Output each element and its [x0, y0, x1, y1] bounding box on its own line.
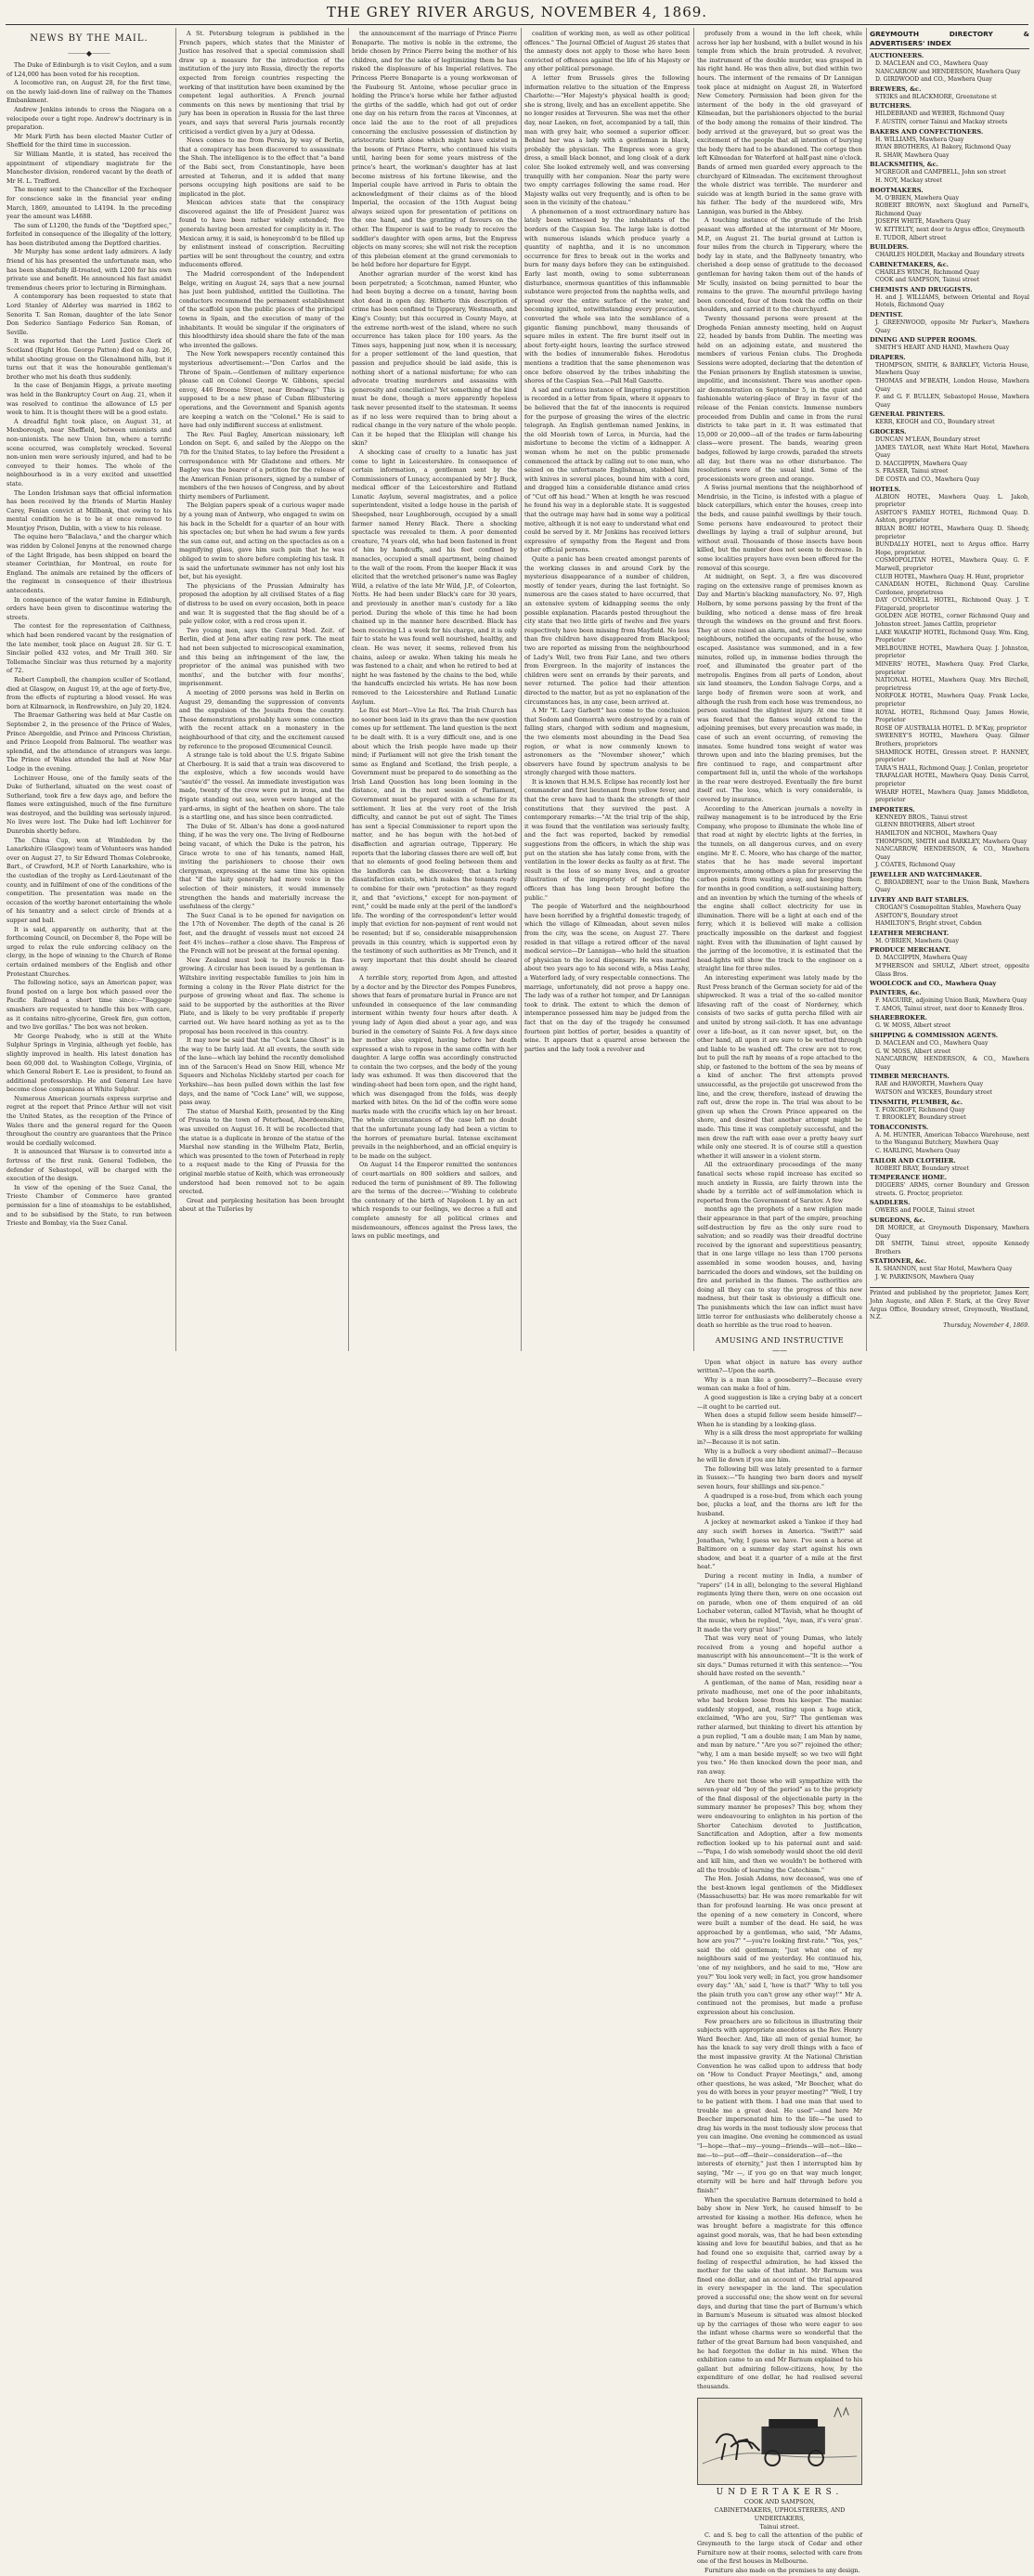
- article-paragraph: An interesting experiment was lately made by the Rust Press branch of the German society for aid of the shipwrecked. It was a trial of the so-called monitor lifesaving raft of the coast of Norderney, which consists of two sacks of gutta percha filled with air and united by strong sail-cloth. It has one advantage over a life-boat, as it can never upset, but, on the other hand, all upon it are sure to be wetted through and liable to be washed off. The crew are not to row, but to pull the raft by means of a rope attached to the ship, or fastened to the bottom of the sea by means of a kind of anchor. The first attempts proved unsuccessful, as the projectile got unscrewed from the line, and the crew, therefore, instead of drawing the raft out, drew the rope in. The trial was about to be given up when the Crown Prince appeared on the shore, and desired that another attempt might be made. This time it was completely successful, and the men drew the raft with ease over a pretty heavy surf while only one steered. It is of course still a question whether it will answer in a violent storm.: [697, 973, 862, 1160]
- directory-entry: OWERS and POOLE, Tainui street: [875, 1207, 975, 1215]
- directory-entry: D. MACGIPPIN, Mawhera Quay: [875, 460, 968, 467]
- directory-category: DENTIST.: [870, 311, 903, 319]
- directory-entry: D. MACGIPPIN, Mawhera Quay: [875, 955, 968, 962]
- article-paragraph: The people of Waterford and the neighbourhood have been horrified by a frightful domestic tragedy, of which the village of Kilmeadan, about seven miles from the city, was the scene, on August 27. There resided in that village a retired officer of the naval medical service—Dr Lannigan—who held the situation of physician to the local dispensary. He was married about two years ago to his second wife, a Miss Leahy, a Waterford lady, of very respectable connections. The marriage, unfortunately, did not prove a happy one. The lady was of a rather hot temper, and Dr Lannigan took to drink. The extent to which the demon of intemperance possessed him may be judged from the fact that on the day of the tragedy he consumed fourteen pint bottles of porter, besides a quantity of wine. It appears that a quarrel arose between the parties and the lady took a revolver and: [524, 903, 690, 1053]
- article-paragraph: A dreadful fight took place, on August 31, at Mexborough, near Sheffield, between unionists and non-unionists. The new Union Inn, where a terrific scene occurred, was completely wrecked. Several non-union men were seriously injured, and had to be conveyed to their homes. The whole of the neighbourhood is in a very excited and unsettled state.: [6, 417, 172, 488]
- directory-category: PRODUCE MERCHANT.: [870, 946, 950, 955]
- article-paragraph: Why is a silk dress the most appropriate for walking in?—Because it is not satin.: [697, 1429, 862, 1447]
- directory-entry: F. and G. F. BULLEN, Sebastopol House, Mawhera Quay: [875, 394, 1029, 409]
- directory-entry: DAY O'CONNELL HOTEL, Richmond Quay. J. T. Fitzgerald, proprietor: [875, 597, 1029, 612]
- article-paragraph: A good suggestion is like a crying baby at a concert—it ought to be carried out.: [697, 1394, 862, 1411]
- directory-entry: NANCARROW, HENDERSON, & CO., Mawhera Quay: [875, 1056, 1029, 1071]
- directory-entry: HILDEBRAND and WEBER, Richmond Quay: [875, 111, 1005, 118]
- column-4: [524, 30, 690, 1348]
- directory-entry: THOMAS and M'BEATH, London House, Mawhera Quay: [875, 378, 1029, 393]
- directory-category: CABINETMAKERS, &c.: [870, 260, 950, 268]
- article-paragraph: Numerous American journals express surprise and regret at the report that Prince Arthur will not visit the United States, as the reception of the Prince of Wales there and the general regard for the Queen throughout the country are guarantees that the Prince would be cordially welcomed.: [6, 1094, 172, 1147]
- article-paragraph: profusely from a wound in the left cheek, while across her lap her husband, with a bullet wound in his temple from which the brain protruded. A revolver, the instrument of the double murder, was grasped in his right hand. He was then alive, but died within two hours. The interment of the remains of Dr Lannigan took place at midnight on August 28, in Waterford New Cemetery. Permission had been given for the interment of the body in the old graveyard of Kilmeadan, but the parishioners objected to the burial of the body among the remains of their kindred. The body arrived at the graveyard, but so great was the excitement of the people that all intention of burying the body there had to be abandoned. The cortege then left Kilmeadan for Waterford at half-past nine o'clock. Bands of armed men guarded every approach to the churchyard of Kilmeadan. The excitement throughout the whole district was terrible. The murderer and suicide was at length buried in the same grave with his father. The body of the murdered wife, Mrs Lannigan, was buried in the Abbey.: [697, 30, 862, 215]
- article-paragraph: Upon what object in nature has every author written?—Upon the earth.: [697, 1358, 862, 1375]
- directory-category: STATIONER, &c.: [870, 1257, 927, 1266]
- article-paragraph: The China Cup, won at Wimbledon by the Lanarkshire (Glasgow) team of Volunteers was handed over on August 27, to Sir Edward Thomas Colebrooke, Bart., of Crawford, M.P. of North Lanarkshire, who is the custodian of the trophy as Lord-Lieutenant of the county, and in fulfilment of one of the conditions of the competition. The presentation was made on the occasion of the worthy baronet entertaining the whole of his tenantry and a select circle of friends at a supper and ball.: [6, 836, 172, 924]
- directory-entry: D. MACLEAN and CO., Mawhera Quay: [875, 1040, 989, 1047]
- directory-entry: ASHTON'S FAMILY HOTEL, Richmond Quay. D. Ashton, proprietor: [875, 509, 1029, 525]
- directory-entry: THOMPSON, SMITH and BARKLEY, Mawhera Quay: [875, 838, 1028, 845]
- article-paragraph: The contest for the representation of Caithness, which had been rendered vacant by the resignation of the late member, took place on August 28. Sir G. T. Sinclair polled 432 votes, and Mr Traill 360. Sir Tollemache Sinclair was thus returned by a majority of 72.: [6, 622, 172, 675]
- directory-category: TIMBER MERCHANTS.: [870, 1073, 950, 1081]
- undertaker-title: UNDERTAKERS.: [716, 2487, 844, 2497]
- directory-category: LEATHER MERCHANT.: [870, 929, 950, 937]
- article-paragraph: Few preachers are so felicitous in illustrating their subjects with appropriate anecdotes as the Rev. Henry Ward Beecher. And, like all men of genial humor, he has the knack to say very droll things with a face of the most impassive gravity. At the National Christian Convention he was called upon to address that body on "How to Conduct Prayer Meetings," and, among other questions, he was asked, "Mr Beecher, what do you do with bores in your prayer meeting?" "Well, I try to be patient with them. I had one man that used to trouble me a great deal. He used"—and here Mr Beecher impersonated him to the life—"he used to drag his words in the most tediously slow process that you can imagine. One evening he commenced as usual "I—hope—that—my—young—friends—will—not—like—me—to—put—off—their—consideration—of—the interests of eternity," just then I interrupted him by saying, "Mr —, if you go on that way much longer, eternity will be here and half through before you finish!": [697, 2017, 862, 2194]
- article-paragraph: In consequence of the water famine in Edinburgh, orders have been given to discontinue watering the streets.: [6, 595, 172, 621]
- directory-entry: RYAN BROTHERS, A1 Bakery, Richmond Quay: [875, 144, 1012, 151]
- directory-entry: M'PHERSON and SHULZ, Albert street, opposite Glass Bros.: [875, 963, 1029, 978]
- column-divider: [866, 28, 867, 1351]
- directory-entry: MELBOURNE HOTEL, Mawhera Quay. J. Johnston, proprietor: [875, 644, 1029, 660]
- directory-entry: DE COSTA and CO., Mawhera Quay: [875, 475, 980, 483]
- article-paragraph: Lochinver House, one of the family seats of the Duke of Sutherland, situated on the west coast of Sutherland, took fire a few days ago, and before the flames were extinguished, much of the fine furniture was destroyed, and the building was seriously injured. No lives were lost. The Duke had left Lochinver for Dunrobin shortly before.: [6, 774, 172, 836]
- directory-entry: T. BROOKLEY, Boundary street: [875, 1114, 966, 1122]
- article-paragraph: According to the American journals a novelty in railway management is to be introduced by the Erie Company, who propose to illuminate the whole line of that road at night by electric lights at the ferries, in the tunnels, on all dangerous curves, and on every engine. Mr E. C. Moore, who has charge of the matter, states that he has made several important improvements, among others a plan for preserving the carbon points from wasting away, and keeping them for months in good condition, a self-sustaining battery, and an invention by which the turning of the wheels of the engine shall collect electricity for use in illumination. There will be a light at each end of the ferry, which it is believed will make a collision practically impossible on the darkest and foggiest night. Even with the illumination of light caused by the jarring of the locomotive, it is estimated that the head-lights will show the track to the engineer on a straight line for three miles.: [697, 804, 862, 973]
- ornament-icon: ——: [772, 1346, 787, 1355]
- directory-entry: R. SHAW, Mawhera Quay: [875, 151, 950, 159]
- article-paragraph: At midnight, on Sept. 3, a fire was discovered raging on the extensive range of premises known as Day and Martin's blacking manufactory, No. 97, High Holborn, by some persons passing by the front of the building, who noticed a dense mass of fire break through the windows on the ground and first floors. They at once raised an alarm, and, reinforced by some neighbours, notified the occupants of the house, who escaped. Assistance was summoned, and in a few minutes, rolled up, in immense bodies through the roof, and illuminated the greater part of the metropolis. Engines from all parts of London, about six land steamers, the London Salvage Corps, and a large body of firemen were soon at work, and although the rush from each hose was tremendous, no person sustained the slightest injury. At one time it was feared that the flames would extend to the adjoining premises, but every precaution was made, in case of such an event occurring, of removing the inmates. Some hundred tons weight of water was thrown upon and into the blazing premises, but the fire continued to rage, and compartment after compartment fell in, until the whole of the workshops in the rear were destroyed. Eventually the fire burnt itself out. The loss, which is very considerable, is covered by insurance.: [697, 573, 862, 804]
- undertaker-name: COOK AND SAMPSON,: [743, 2497, 816, 2505]
- ornament-icon: ⸻◆⸻: [67, 49, 111, 58]
- article-paragraph: The Duke of Edinburgh is to visit Ceylon, and a sum of L24,000 has been voted for his reception.: [6, 61, 172, 78]
- directory-category: BUTCHERS.: [870, 102, 912, 111]
- article-paragraph: Mexican advices state that the conspiracy discovered against the life of President Juarez was found to have been rather widely extended; five generals having been arrested for complicity in it. The Mexican army, it is said, is honeycomb'd to be filled up by enlistment instead of conscription. Recruiting parties will be sent throughout the country, and extra inducements offered.: [179, 199, 344, 269]
- article-paragraph: In view of the opening of the Suez Canal, the Trieste Chamber of Commerce have granted permission for a line of steamships to be established, and to be subsidised by the State, to run between Trieste and Bombay, via the Suez Canal.: [6, 1183, 172, 1228]
- directory-category: SHIPPING & COMMISSION AGENTS.: [870, 1032, 999, 1039]
- directory-entry: M'GREGOR and CAMPBELL, John son street: [875, 169, 1006, 176]
- directory-category: JEWELLER AND WATCHMAKER.: [870, 870, 982, 878]
- directory-entry: G. W. MOSS, Albert street: [875, 1022, 951, 1030]
- article-paragraph: It is known that H.M.S. Eclipse has recently lost her commander and first lieutenant from yellow fever, and that the crew have had to thank the strength of their constitutions that they survived the past. A contemporary remarks:—"At the trial trip of the ship, it was found that the ventilation was seriously faulty, and the fact was reported, backed by remedial suggestions from the officers, in which the ship was put on the station she has lately come from, with the ventilation in the lower decks as faulty as at first. The result is the loss of so many lives, and a greater illustration of the impropriety of neglecting the officers than has long been brought before the public.": [524, 777, 690, 902]
- directory-entry: COOK and SAMPSON, Tainui street: [875, 277, 980, 284]
- directory-entry: J. GREENWOOD, opposite Mr Parker's, Mawhera Quay: [875, 319, 1029, 334]
- undertaker-ad: [697, 2398, 862, 2485]
- column-2: [179, 30, 344, 1348]
- column-1: [6, 30, 172, 1348]
- directory-entry: BUNDALLY HOTEL, next to Argus office. Harry Hope, proprietor.: [875, 541, 1029, 556]
- news-col1-body: [6, 61, 172, 1229]
- directory-entry: ASHTON'S, Boundary street: [875, 912, 959, 919]
- directory-entry: DR MORICE, at Greymouth Dispensary, Mawhera Quay: [875, 1224, 1029, 1240]
- article-paragraph: A terrible story, reported from Agen, and attested by a doctor and by the Director des Pompes Funebres, shows that fears of premature burial in France are not unfounded in consequence of the law commanding interment within twenty four hours after death. A young lady of Agen died about a year ago, and was buried in the cemetery of Sainte Foi. A few days since her mother also expired, having before her death expressed a wish to repose in the same coffin with her daughter. A large coffin was accordingly constructed to contain the two corpses, and the body of the young lady was exhumed. It was then discovered that the winding-sheet had been torn open, and the right hand, which was disengaged from the folds, was deeply marked with bites. On the lid of the coffin were some marks made with the crucifix which lay on her breast. The whole circumstances of the case left no doubt that the unfortunate young lady had been a victim to the horrors of premature burial. Intense excitement prevails in the neighborhood, and an official enquiry is to be made on the subject.: [352, 973, 517, 1160]
- article-paragraph: A contemporary has been requested to state that Lord Stanley of Alderley was married in 1862 to Senorita T. San Roman, daughter of the late Senor Don Sederico Santiago Federico San Roman, of Seville.: [6, 293, 172, 336]
- directory-entry: C. HARLING, Mawhera Quay: [875, 1147, 961, 1154]
- directory-entry: CHARLES WINCH, Richmond Quay: [875, 268, 980, 276]
- directory-entry: S. FRASER, Tainui street: [875, 468, 949, 475]
- directory-list: [870, 52, 1029, 1281]
- column-3: [352, 30, 517, 1348]
- directory-category: BREWERS, &c.: [870, 85, 922, 93]
- directory-entry: KENNEDY BROS., Tainui street: [875, 813, 968, 821]
- directory-category: SADDLERS.: [870, 1199, 911, 1207]
- article-paragraph: Andrew Jenkins intends to cross the Niagara on a velocipede over a tight rope. Andrew's doctrinary is in preparation.: [6, 105, 172, 132]
- masthead-rule: [6, 24, 1028, 25]
- directory-entry: H. NOY, Mackay street: [875, 176, 942, 184]
- directory-entry: ROSE OF AUSTRALIA HOTEL. D. M'Kay, proprietor: [875, 724, 1028, 732]
- article-paragraph: The equine hero "Balaclava," and the charger which was ridden by Colonel Jenyns at the renowned charge of the Light Brigade, has been shipped on board the steamer Corinthian, for Montreal, en route for England. The animals are retained by the officers of the regiment in consequence of their illustrious antecedents.: [6, 533, 172, 595]
- directory-category: SHAREBROKER.: [870, 1014, 927, 1022]
- article-paragraph: Mr Mark Firth has been elected Master Cutler of Sheffield for the third time in succession.: [6, 132, 172, 150]
- article-paragraph: months ago the prophets of a new religion made their appearance in that part of the empire, preaching self-destruction by fire as the only sure road to salvation; and so readily was their dreadful doctrine received by the ignorant and superstitious peasantry, that in one large village no less than 1700 persons assembled in some wooden houses, and, having barricaded the doors and windows, set the building on fire and perished in the flames. The authorities are doing all they can to stay the progress of this new madness, but their task is obviously a difficult one. The punishments which the law can inflict must have little terror for enthusiasts who deliberately choose a death so horrible as the true road to heaven.: [697, 1205, 862, 1330]
- directory-entry: T. AMOS, Tainui street, next door to Kennedy Bros.: [875, 1005, 1025, 1012]
- article-paragraph: The London Irishman says that official information has been received by the friends of Martin Hanley Carey, Fenian convict at Millbank, that owing to his mental condition he is to be at once removed to Mountjoy Prison, Dublin, with a view to his release.: [6, 488, 172, 532]
- article-paragraph: Are there not those who will sympathize with the seven-year old "boy of the period" as to the propriety of the final disposal of the objectionable party in the summary manner he proposes? This boy, whom they were endeavouring to enlighten in his portion of the Shorter Catechism devoted to Justification, Sanctification and Adoption, after a few moments reflection looked up to his paternal aunt and said:—"Papa, I do wish somebody would shoot the old devil and kill him, and then we wouldn't be bothered with all the trouble of learning the Catechism.": [697, 1776, 862, 1874]
- amusing-heading: AMUSING AND INSTRUCTIVE: [715, 1335, 845, 1345]
- directory-title: GREYMOUTH DIRECTORY & ADVERTISERS' INDEX: [870, 30, 1029, 47]
- directory-category: DRAPERS.: [870, 353, 906, 361]
- directory-entry: ALBION HOTEL, Mawhera Quay. L. Jakob, proprietor: [875, 493, 1029, 509]
- article-paragraph: A phenomenon of a most extraordinary nature has lately been witnessed by the inhabitants of the borders of the Caspian Sea. The large lake is dotted with numerous islands which produce yearly a quantity of naphtha, and it is no uncommon occurrence for fires to break out in the works and burn for many days before they can be extinguished. Early last month, owing to some subterranean disturbance, enormous quantities of this inflammable substance were projected from the naphtha wells, and spread over the entire surface of the water, and becoming ignited, notwithstanding every precaution, converted the whole sea into the semblance of a gigantic flaming punchbowl, many thousands of square miles in extent. The fire burnt itself out in about forty-eight hours, leaving the surface strewed with the bodies of innumerable fishes. Herodotus mentions a tradition that the same phenomenon was once before observed by the tribes inhabiting the shores of the Caspian Sea.—Pall Mall Gazette.: [524, 207, 690, 385]
- directory-entry: WATSON and WICKES, Boundary street: [875, 1088, 992, 1096]
- article-paragraph: A locomotive ran, on August 28, for the first time, on the newly laid-down line of railway on the Thames Embankment.: [6, 79, 172, 105]
- directory-category: TEMPERANCE HOME.: [870, 1174, 948, 1182]
- article-paragraph: The Belgian papers speak of a curious wager made by a young man of Antwerp, who engaged to swim on his back in the Scheldt for a quarter of an hour with his spectacles on; but when he had swum a few yards the sun came out, and acting on the spectacles as on a magnifying glass, gave him such pain that he was obliged to swim to shore before completing his task. It is said the unfortunate swimmer has not only lost his bet, but his eyesight.: [179, 501, 344, 581]
- article-paragraph: When does a stupid fellow seem beside himself?—When he is standing by a looking-glass.: [697, 1412, 862, 1428]
- directory-entry: D. GIRDWOOD and CO., Mawhera Quay: [875, 76, 992, 84]
- undertaker-street: Tainui street.: [759, 2522, 800, 2530]
- article-paragraph: A letter from Brussels gives the following information relative to the situation of the Empress Charlotte:—"Her Majesty's physical health is good; she is strong, lively, and has an excellent appetite. She no longer resides at Terveuren. She was met the other day, near Laeken, on foot, accompanied by a tall, thin man with grey hair, who seemed a superior officer. Behind her was a lady with a gentleman in black, probably the physician. The Empress wore a grey dress, a small black bonnet, and long cloak of a dark color. She looked extremely well, and was conversing tranquilly with her companion. Near the party were two empty carriages following the same road. Her Majesty walks out very frequently, and is often to be seen in the vicinity of the chateau.": [524, 73, 690, 207]
- directory-entry: NANCARROW and HENDERSON, Mawhera Quay: [875, 68, 1021, 75]
- article-paragraph: The New York newspapers recently contained this mysterious advertisement:—"Don Carlos and the Throne of Spain.—Gentlemen of military experience please call on Colonel George W. Gibbons, special envoy, 446 Broome Street, near Broadway." This is supposed to be a new phase of Cuban filibustering operations, and the Government and Spanish agents are keeping a watch on the "Colonel." He is said to have had only indifferent success at enlistment.: [179, 350, 344, 430]
- news-col5-body: [697, 30, 862, 2576]
- article-paragraph: The Suez Canal is to be opened for navigation on the 17th of November. The depth of the canal is 26 feet, and the draught of vessels must not exceed 24 feet 4½ inches—rather a close shave. The Empress of the French will not be present at the formal opening.: [179, 911, 344, 956]
- directory-entry: ROYAL HOTEL, Richmond Quay. James Howie, Proprietor: [875, 709, 1029, 724]
- directory-entry: CANADIAN HOTEL, Richmond Quay. Caroline Cordonee, proprietress: [875, 581, 1029, 596]
- directory-entry: J. W. PARKINSON, Mawhera Quay: [875, 1273, 975, 1281]
- directory-category: GROCERS.: [870, 428, 907, 436]
- directory-entry: DUNCAN M'LEAN, Boundary street: [875, 436, 980, 443]
- directory-entry: D. MACLEAN and CO., Mawhera Quay: [875, 60, 989, 67]
- article-paragraph: The money sent to the Chancellor of the Exchequer for conscience sake in the financial year ending March, 1869, amounted to L4194. In the preceding year the amount was L4688.: [6, 186, 172, 221]
- directory-entry: SWEENEY'S HOTEL, Mawhera Quay. Gilmer Brothers, proprietors: [875, 733, 1029, 748]
- article-paragraph: It was reported that the Lord Justice Clerk of Scotland (Right Hon. George Patton) died on Aug. 26, whilst shooting grouse on the Glenalmond hills, but it turns out that it was the honourable gentleman's brother who met his death thus suddenly.: [6, 337, 172, 381]
- article-paragraph: The Madrid correspondent of the Independent Belge, writing on August 24, says that a new journal has just been published, entitled the Guillotina. The conductors recommend the permanent establishment of the scaffold upon the public places of the principal towns in Spain, and the execution of many of the inhabitants. It would be singular if the originators of this bloodthirsty idea should share the fate of the man who invented the gallows.: [179, 270, 344, 349]
- directory-entry: GLENN BROTHERS, Albert street: [875, 822, 976, 829]
- article-paragraph: Another agrarian murder of the worst kind has been perpetrated; a Scotchman, named Hunter, who had been buying a decree on a tenant, having been shot dead in open day. Hitherto this description of crime has been confined to Tipperary, Westmeath, and King's County; but this occurred in County Mayo, at the extreme north-west of the island, where no such occurrence has taken place for 100 years. As the Times says, happening just now, when it is necessary, for a proper settlement of the land question, that passion and prejudice should be laid aside, this is nothing short of a national misfortune; for who can advocate treating murderers and assassins with generosity and conciliation? Yet something of the kind must be done, though a more apparently hopeless task never presented itself to the statesman. It seems as if no less were required than to bring about a radical change in the very nature of the whole people. Can it be hoped that the Elixiplan will change his skin?: [352, 270, 517, 448]
- directory-entry: JOSEPH WHITE, Mawhera Quay: [875, 218, 971, 226]
- article-paragraph: Quite a panic has been created amongst parents of the working classes in and around Cork by the mysterious disappearance of a number of children, mostly of tender years, during the last fortnight. So numerous are the cases stated to have occurred, that an extensive system of kidnapping seems the only possible explanation. Placards posted throughout the city state that two little girls of twelve and five years respectively have been missing from Mayfield. No less than five children have disappeared from Blackpool; two are reported as missing from the neighbourhood of Lady's Well, two from Fair Lane, and two others from Evergreen. In the majority of instances the children were sent on errands by their parents, and never returned. The police had their attention directed to the matter, but as yet no explanation of the circumstances has, in any case, been arrived at.: [524, 555, 690, 706]
- article-paragraph: That was very neat of young Dumas, who lately received from a young and hopeful author a manuscript with his announcement—"It is the work of six days." Dumas returned it with this sentence:—"You should have rested on the seventh.": [697, 1634, 862, 1678]
- directory-entry: W. KITTELTY, next door to Argus office, Greymouth: [875, 226, 1025, 233]
- directory-category: GENERAL PRINTERS.: [870, 410, 946, 419]
- directory-entry: MINERS' HOTEL, Mawhera Quay. Fred Clarke, proprietor: [875, 661, 1029, 676]
- directory-category: DINING AND SUPPER ROOMS.: [870, 336, 977, 345]
- article-paragraph: It is said, apparently on authority, that at the forthcoming Council, on December 8, the Pope will be urged to relax the rule enforcing celibacy on the clergy, in the hope of winning to the Church of Rome certain ordained members of the English and other Protestant Churches.: [6, 925, 172, 978]
- article-paragraph: During a recent mutiny in India, a number of "rapers" (14 in all), belonging to the several Highland regiments lying there then, were on one occasion out on parade, when one of them enquired of an old Lochaber veteran, called M'Tavish, what he thought of the music, when he replied, "Aye, man, it's vera' gran'. It made the very grun' hiss!": [697, 1571, 862, 1633]
- directory-category: BLACKSMITHS, &c.: [870, 161, 938, 169]
- directory-category: SURGEONS, &c.: [870, 1216, 925, 1224]
- directory-category: HOTELS.: [870, 485, 901, 493]
- directory-category: BUILDERS.: [870, 243, 910, 252]
- directory-category: PAINTERS, &c.: [870, 989, 922, 997]
- article-paragraph: A jockey at newmarket asked a Yankee if they had any such swift horses in America. "Swift?" said Jonathan, "why, I guess we have. I've seen a horse at Baltimore on a summer day start against his own shadow, and beat it a quarter of a mile at the first heat.": [697, 1518, 862, 1571]
- directory-entry: GOLDEN AGE HOTEL, corner Richmond Quay and Johnston street. James Cattlin, proprietor: [875, 613, 1029, 629]
- article-paragraph: The Rev. Paul Bagley, American missionary, left London on Sept. 6, and sailed by the Aleppo on the 7th for the United States, to lay before the President a correspondence with Mr Gladstone and others. Mr Bagley was the bearer of a petition for the release of the American Fenian prisoners, signed by a number of members of the two houses of Congress, and by about thirty members of Parliament.: [179, 430, 344, 501]
- article-paragraph: It is announced that Warsaw is to converted into a fortress of the first rank. General Todleben, the defender of Sebastopol, will be charged with the execution of the design.: [6, 1148, 172, 1183]
- article-paragraph: Great and perplexing hesitation has been brought about at the Tuileries by: [179, 1196, 344, 1214]
- directory-entry: KERR, KEOGH and CO., Boundary street: [875, 419, 995, 426]
- directory-entry: CHARLES HOLDER, Mackay and Boundary streets: [875, 252, 1025, 259]
- directory-entry: STEIKS and BLACKMORE, Greenstone st: [875, 93, 997, 100]
- article-paragraph: A gentleman, of the name of Man, residing near a private madhouse, met one of the poor inhabitants, who had broken loose from his keeper. The maniac suddenly stopped, and, resting upon a huge stick, exclaimed, "Who are you, Sir?" The gentleman was rather alarmed, but thinking to divert his attention by a pun replied, "I am a double man; I am Man by name, and man by nature." "Are you so?" rejoined the other; "why, I am a man beside myself; so we two will fight you two." He then knocked down the poor man, and ran away.: [697, 1679, 862, 1776]
- article-paragraph: Why is a bullock a very obedient animal?—Because he will lie down if you axe him.: [697, 1447, 862, 1464]
- directory-category: WOOLCOCK and CO., Mawhera Quay: [870, 980, 997, 988]
- article-paragraph: The sum of L1200, the funds of the "Deptford spec," forfeited in consequence of the illegality of the lottery, has been distributed among the Deptford charities.: [6, 221, 172, 247]
- directory-entry: NATIONAL HOTEL, Mawhera Quay. Mrs Birchell, proprietress: [875, 677, 1029, 692]
- article-paragraph: In the case of Benjamin Higgs, a private meeting was held in the Bankruptcy Court on Aug. 21, when it was resolved to continue the allowance of L5 per week to him. It is thought there will be a good estate.: [6, 382, 172, 417]
- article-paragraph: the announcement of the marriage of Prince Pierre Bonaparte. The motive is noble in the extreme, the bride chosen by Prince Pierre being the mother of his children, and for the sake of legitimizing them he has risked the displeasure of his Imperial relatives. The Princess Pierre Bonaparte is a young workwoman of the Faubourg St. Antoine, whose peculiar grace in holding the Prince's horse while her father adjusted the girths of the saddle, which had got out of order one day on his return from the races at Vincennes, at once laid the axe to the root of all prejudices concerning the exclusive possession of distinction by aristocratic birth alone which might have existed in the bosom of Prince Pierre, who continued his visits until, having been for some years mistress of the prince's heart, the workman's daughter has at last become mistress of his fortune likewise, and the Imperial couple have arrived in Paris to obtain the acknowledgment of their claims as of the blood Imperial, the occasion of the 15th August being always seized upon for presentation of petitions on the one hand, and the granting of favours on the other. The Emperor is said to be ready to receive the saddler's daughter with open arms, but the Empress objects on many scores; she will not risk the reception of this plebeian element at the grand ceremonials to be held before her departure for Egypt.: [352, 30, 517, 269]
- directory-entry: TARA'S HALL, Richmond Quay. J. Conlan, proprietor: [875, 764, 1028, 772]
- article-paragraph: News comes to me from Persia, by way of Berlin, that a conspiracy has been discovered to assassinate the Shah. The intelligence is to the effect that "a band of the Babi sect, from Constantinople, have been arrested at Teheran, and it is added that many persons occupying high positions are said to be implicated in the plot.: [179, 137, 344, 198]
- directory-entry: COSMOPOLITAN HOTEL, Mawhera Quay. G. F. Marwell, proprietor: [875, 557, 1029, 572]
- directory-category: TAILOR AND CLOTHIER.: [870, 1156, 956, 1164]
- directory-entry: HAMILTON'S, Bright street, Cobden: [875, 920, 982, 928]
- article-paragraph: A St. Petersburg telegram is published in the French papers, which states that the Minister of Justice has resolved that a special commission shall draw up a measure for the introduction of the institution of the jury into Russia, directly the reports expected from foreign countries respecting the working of that institution have been examined by the competent legal authorities. A French journal comments on this news by mentioning that trial by jury has been in operation in Russia for the last three years, and says that several Paris journals recently criticised a verdict given by a jury at Odessa.: [179, 30, 344, 136]
- directory-entry: ROBERT BROWN, next Skoglund and Parnell's, Richmond Quay: [875, 202, 1029, 217]
- directory-entry: T. FOXCROFT, Richmond Quay: [875, 1106, 965, 1113]
- undertaker-trades: CABINETMAKERS, UPHOLSTERERS, AND UNDERTAKERS,: [714, 2505, 846, 2522]
- directory-entry: M. O'BRIEN, Mawhera Quay: [875, 937, 959, 944]
- directory-entry: C. BROADBENT, near to the Union Bank, Mawhera Quay: [875, 878, 1029, 894]
- article-paragraph: Twenty thousand persons were present at the Drogheda Fenian amnesty meeting, held on August 22, headed by bands from Dublin. The meeting was held on an adjoining estate, and mustered the members of various Fenian clubs. The Drogheda Sessions were adopted, declaring that the detention of the Fenian prisoners by English statesmen is unwise, impolitic, and inconsistent. There was another open-air demonstration on September 5, in the quiet and fashionable watering-place of Bray in favor of the release of the Fenian convicts. Immense numbers proceeded from Dublin and came in from the rural districts to take part in it. It was estimated that 15,000 or 20,000—all of the trades or farm-labouring class—were present. The bands, wearing green badges, followed by large crowds, paraded the streets all day, but there was no other disturbance. The resolutions were of the usual kind. Some of the processionists wore green and orange.: [697, 315, 862, 483]
- directory-column: [870, 30, 1029, 1348]
- article-paragraph: The following notice, says an American paper, was found posted on a large box which passed over the Pacific Railroad a short time since:—"Baggage smashers are requested to handle this box with care, as it contains nitro-glycerine, Greek fire, gun cotton, and two live gorillas." The box was not broken.: [6, 979, 172, 1032]
- directory-entry: JAMES TAYLOR, next White Hart Hotel, Mawhera Quay: [875, 444, 1029, 460]
- article-paragraph: All the extraordinary proceedings of the many fanatical sects whose rapid increase has excited so much anxiety in Russia, are fairly thrown into the shade by a terrible act of self-immolation which is reported from the Government of Saratov. A few: [697, 1161, 862, 1204]
- hearse-icon: [697, 2398, 862, 2485]
- article-paragraph: The Braemar Gathering was held at Mar Castle on September 2, in the presence of the Prince of Wales, Prince Abergeldie, and Prince and Princess Christian, and Prince Leopold from Balmoral. The weather was splendid, and the attendance of strangers was large. The Prince of Wales attended the ball at New Mar Lodge in the evening.: [6, 711, 172, 773]
- article-paragraph: A touching instance of the gratitude of the Irish peasant was afforded at the interment of Mr Moore, M.P., on August 21. The burial ground at Lutton is four miles from the church in Tipperary, where the body lay in state, and the Ballyneety tenantry, who cherished a deep sense of gratitude to the deceased gentleman for having taken them out of the hands of Mr Scully, insisted on being permitted to bear the remains to the grave. The mournful privilege having been conceded, four of them took the coffin on their shoulders, and carried it to the churchyard.: [697, 216, 862, 314]
- article-paragraph: Two young men, says the Central Med. Zeit. of Berlin, died at Jena after eating raw pork. The meat had not been subjected to microscopical examination, and this being an infringement of the law, the proprietor of the animal was punished with two months', and the butcher with four months', imprisonment.: [179, 626, 344, 688]
- directory-category: TINSMITH, PLUMBER, &c.: [870, 1098, 963, 1106]
- directory-entry: J. COATES, Richmond Quay: [875, 862, 956, 869]
- news-col2-body: [179, 30, 344, 1215]
- article-paragraph: The Hon. Josiah Adams, now deceased, was one of the best-known legal gentlemen of the Middlesex (Massachusetts) bar. He was more remarkable for wit than for profound learning. He was once present at the opening of a new cemetery in Concord, where were built a number of the dead. He said, he was approached by a gentleman, who said, "Mr Adams, how are you?" "—you're looking first-rate." "Yes, yes," said the old gentleman; "just what one of my neighbours said of me yesterday. He continued his, 'one of my neighbors, and he said to me, "How are you?" You look very well; in fact, you grow handsomer every day." 'Ah,' said I, 'how is that?' 'Why to tell you the plain truth you can't grow any other way!'" Mr A. continued not the promises, but made a profuse expression about his conclusion.: [697, 1875, 862, 2017]
- directory-entry: BRIAN BORU HOTEL, Mawhera Quay. D. Sheedy, proprietor: [875, 525, 1029, 540]
- directory-entry: E. TUDOR, Albert street: [875, 234, 947, 241]
- article-paragraph: Le Roi est Mort—Vive Le Roi. The Irish Church has no sooner been laid in its grave than the new question comes up for settlement. The land question is the next to be dealt with. It is a very difficult one, and is one about which the Irish people have made up their mind; if Parliament will not give the Irish tenant the same as England and Scotland, the Irish people, a Government must be prepared to do something as the Irish Land Question has long been looming in the distance, and in the next session of Parliament, Government must be prepared with a scheme for its settlement. It lies at the very root of the Irish difficulty, and cannot be put out of sight. The Times has sent a Special Commissioner to report upon the matter, and he has begun with the hot-bed of disaffection and agrarian outrage, Tipperary. He reports that the laboring classes there are well off, but that no elements of good feeling between them and the landlords can be discovered; that a lurking dissatisfaction exists, which makes the tenants ready to combine for their own "protection" as they regard it, and that "evictions," except for non-payment of rent," could be made only at the peril of the landlord's life. The wording of the correspondent's letter would imply that eviction for non-payment of rent would not be resented; but if so, considerable misapprehension prevails in this country, which is supported even by the testimony of such authorities as Mr Trench, and it is very important that this doubt should be cleared away.: [352, 707, 517, 973]
- article-paragraph: Mr George Peabody, who is still at the White Sulphur Springs in Virginia, although yet feeble, has slightly improved in health. His latest donation has been 60,000 dol. to Washington College, Virginia, of which General Robert E. Lee is president, to found an additional professorship. He and General Lee have become close companions at White Sulphur.: [6, 1032, 172, 1094]
- directory-entry: G. W. MOSS, Albert street: [875, 1047, 951, 1055]
- directory-entry: NORFOLK HOTEL, Mawhera Quay. Frank Locke, proprietor: [875, 693, 1029, 708]
- directory-category: BOOTMAKERS.: [870, 186, 924, 194]
- column-divider: [521, 28, 522, 1351]
- directory-entry: ROBERT BRAY, Boundary street: [875, 1164, 969, 1172]
- directory-entry: DR SMITH, Tainui street, opposite Kennedy Brothers: [875, 1241, 1029, 1255]
- directory-entry: CLUB HOTEL, Mawhera Quay. H. Hunt, proprietor: [875, 573, 1024, 580]
- directory-entry: F. AUSTIN, corner Tainui and Mackay streets: [875, 118, 1008, 125]
- directory-category: AUCTIONEERS.: [870, 52, 924, 59]
- directory-entry: WHARF HOTEL, Mawhera Quay. James Middleton, proprietor: [875, 788, 1029, 804]
- article-paragraph: When the speculative Barnum determined to hold a baby show in New York, he caused himself to be arrested for kissing a mother. His defence, when he was brought before a magistrate for this offence against good morals, was, that he had been extending kissing and love for beautiful babies, and that as he had found one so exquisite that, carried away by a feeling of respectful admiration, he had kissed the mother for the sake of that infant. Mr Barnum was fined one dollar, and an account of the trial appeared in every newspaper in the land. The speculation proved a successful one; the show went on for several days, and during that time the part of Barnum's which in Barnum's Museum is situated was almost blocked up by the carriages of those who were eager to see the infant whose charms were so wonderful that the father of the great Barnum had been vanquished, and he had forgotten the dollar in his mind. When the exhibition came to an end Mr Barnum explained to his gallant but admiring fellow-citizens, how, by the expenditure of one dollar, he had realised several thousands.: [697, 2195, 862, 2390]
- masthead: THE GREY RIVER ARGUS, NOVEMBER 4, 1869.: [326, 4, 708, 20]
- article-paragraph: The following bill was lately presented to a farmer in Sussex:—"To hanging two barn doors and myself seven hours, four shillings and six-pence.": [697, 1464, 862, 1490]
- article-paragraph: Why is a man like a gooseberry?—Because every woman can make a fool of him.: [697, 1375, 862, 1393]
- column-divider: [348, 28, 349, 1351]
- directory-entry: NANCARROW, HENDERSON, & CO., Mawhera Quay: [875, 846, 1029, 861]
- article-paragraph: Sir William Mantle, it is stated, has received the appointment of stipendiary magistrate for the Manchester division, rendered vacant by the death of Mr H. L. Trafford.: [6, 150, 172, 185]
- news-col4-body: [524, 30, 690, 1054]
- article-paragraph: A Mr "E. Lacy Garbett" has come to the conclusion that Sodom and Gomorrah were destroyed by a rain of falling stars, charged with sodium and magnesium, the two elements most abounding in the Dead Sea region, or what is now commonly known to astronomers as the "November shower," which observers have found by spectrum analysis to be strongly charged with those matters.: [524, 707, 690, 777]
- imprint: [870, 1287, 1029, 1330]
- article-paragraph: On August 14 the Emperor remitted the sentences of court-martials on 800 soldiers and sailors, and reduced the term of punishment of 89. The following are the terms of the decree:—"Wishing to celebrate the centenary of the birth of Napoleon I. by an act which responds to our feelings, we decree a full and complete amnesty for all political crimes and misdemeanours, offences against the Press laws, the laws on public meetings, and: [352, 1161, 517, 1241]
- directory-entry: H. WILLIAMS, Mawhera Quay: [875, 136, 964, 143]
- directory-entry: H. and J. WILLIAMS, between Oriental and Royal Hotels, Richmond Quay: [875, 293, 1029, 309]
- article-paragraph: A quadruped is a rose-bud, from which each young bee, plucks a leaf, and the thorns are left for the husband.: [697, 1491, 862, 1517]
- undertaker-note: Furniture also made on the premises to any design.: [704, 2566, 860, 2574]
- column-divider: [175, 28, 176, 1351]
- article-paragraph: A sad and curious instance of lingering superstition is recorded in a letter from Spain, where it appears to be believed that the fat of the innocents is required for the purpose of greasing the wires of the electric telegraph. An English gentleman named Jenkins, in the old Moorish town of Lorca, in Murcia, had the misfortune to become the victim of a kidnapper. A woman whom he met on the public promenade commenced the attack by calling out to one man, who seized on the unfortunate Englishman, stabbed him with knives in several places, bound him with a cord, and dragged him a considerable distance amid cries of "Cut off his head." When at length he was rescued he found his way in a deplorable state. It is suggested that the outrage may have had in some way a political motive, although it is not easy to understand what end could be served by it. Mr Jenkins has received letters expressive of sympathy from the Regent and from other official persons.: [524, 385, 690, 554]
- directory-entry: CROGAN'S Cosmopolitan Stables, Mawhera Quay: [875, 904, 1022, 912]
- news-heading: NEWS BY THE MAIL.: [30, 33, 149, 44]
- directory-category: IMPORTERS.: [870, 805, 915, 813]
- directory-entry: TRAFALGAR HOTEL, Mawhera Quay. Denis Carrol, proprietor: [875, 773, 1029, 787]
- article-paragraph: A strange tale is told about the U.S. frigate Sabine at Cherbourg. It is said that a train was discovered to the explosive, which a few seconds would have "sautée'd" the vessel. An immediate investigation was made, twenty of the crew were put in irons, and the frigate standing out sea, seven were hanged at the yard-arms, in sight of the heathen on shore. The tale is a startling one, and has since been contradicted.: [179, 751, 344, 822]
- article-paragraph: Mr Murphy has some ardent lady admirers. A lady friend of his has presented the unfortunate man, who has been shamefully ill-treated, with L200 for his own private use and benefit. He announced his fast amidst tremendous cheers prior to lecturing in Birmingham.: [6, 248, 172, 292]
- imprint-date: Thursday, November 4, 1869.: [943, 1321, 1029, 1329]
- article-paragraph: The statue of Marshal Keith, presented by the King of Prussia to the town of Peterhead, Aberdeenshire, was unveiled on August 16. It will be recollected that the statue is a duplicate in bronze of the statue of the Marshal now standing in the Wilhelm Platz, Berlin, which was presented to the town of Peterhead in reply to a request made to the King of Prussia for the original marble statue of Keith, which was erroneously understood had been removed not to be again erected.: [179, 1107, 345, 1196]
- imprint-text: Printed and published by the proprietor, James Kerr, John Auguste, and Allen F. Stark, at the Grey River Argus Office, Boundary street, Greymouth, Westland, N.Z.: [870, 1290, 1029, 1321]
- directory-entry: M. O'BRIEN, Mawhera Quay: [875, 194, 959, 202]
- directory-entry: A. M. HUNTER, American Tobacco Warehouse, next to the Wanganui Butchery, Mawhera Quay: [875, 1131, 1029, 1147]
- directory-entry: SHAMROCK HOTEL, Gresson street. P. HANNEY, proprietor: [875, 748, 1029, 764]
- article-paragraph: A Swiss journal mentions that the neighborhood of Mendrisio, in the Ticino, is infested with a plague of black caterpillars, which enter the houses, creep into the beds, and cause painful swellings by their touch. Some persons have endeavoured to protect their dwellings by laying a trail of sulphur around, but without avail. Thousands of those insects have been killed, but the number does not seem to decrease. In some localities prayers have even been offered for the removal of this scourge.: [697, 484, 862, 572]
- directory-category: LIVERY AND BAIT STABLES.: [870, 896, 969, 904]
- news-col3-body: [352, 30, 517, 1242]
- directory-category: BAKERS AND CONFECTIONERS.: [870, 127, 984, 136]
- article-paragraph: Robert Campbell, the champion sculler of Scotland, died at Glasgow, on August 19, at the age of forty-five, from the effects of rupturing a blood vessel. He was born at Kilmarnock, in Renfrewshire, on July 20, 1824.: [6, 675, 172, 710]
- article-paragraph: A shocking case of cruelty to a lunatic has just come to light in Leicestershire. In consequence of certain information, a gentleman sent by the Commissioners of Lunacy, accompanied by Mr J. Buck, medical officer of the Leicestershire and Rutland Lunatic Asylum, several magistrates, and a police superintendent, visited a lodge house in the parish of Sheepshed, near Loughborough, occupied by a small farmer named Henry Black. There a shocking spectacle was revealed to them. A poor demented creature, 74 years old, who had been fastened in front of him by handcuffs, and his feet confined by manacles, occupied a small apartment, being chained to the wall of the room. From the keeper Black it was elicited that the wretched prisoner's name was Bagley Wild, a relative of the late Mr Wild, J.P., of Coleorton, Notts. He had been under Black's care for 30 years, and previously in another man's custody for a like period. During the whole of this time he had been chained up in the manner here described. Black has been receiving L1 a week for his charge, and it is only fair to state he was found well nourished, healthy, and clean. He was never, it seems, relieved from his chains, asleep or awake. When taking his meals he was fastened to a chair, and when he retired to bed at night he was fastened by the chains to the bed, while the handcuffs encircled his wrists. He has now been removed to the Leicestershire and Rutland Lunatic Asylum.: [352, 448, 517, 706]
- column-5: [697, 30, 862, 2574]
- directory-entry: HAMILTON and NICHOL, Mawhera Quay: [875, 829, 998, 837]
- directory-entry: F. MAGUIRE, adjoining Union Bank, Mawhera Quay: [875, 997, 1028, 1005]
- directory-category: CHEMISTS AND DRUGGISTS.: [870, 285, 973, 293]
- article-paragraph: It may now be said that the "Cock Lane Ghost" is in the way to be fairly laid. At all events, the south side of the lane—which lay behind the recently demolished inn of the Saracen's Head on Snow Hill, whence Mr Squeers and Nicholas Nickleby started per coach for Yorkshire—has been pulled down within the last few days, and the name of "Cock Lane" will, we suppose, pass away.: [179, 1036, 344, 1107]
- directory-entry: LAKE WAKATIP HOTEL, Richmond Quay. Wm. King, Proprietor: [875, 629, 1029, 644]
- article-paragraph: The Duke of St. Alban's has done a good-natured thing, if he was the very one. The living of Redbourne being vacant, of which the Duke is the patron, his Grace wrote to one of his tenants, named Hall, inviting the parishioners to choose their own clergyman, expressing at the same time his opinion that "if the laity generally had more voice in the selection of their ministers, it would immensely strengthen the hands and materially increase the usefulness of the clergy.": [179, 822, 344, 911]
- article-paragraph: New Zealand must look to its laurels in flax-growing. A circular has been issued by a gentleman in Wiltshire inviting respectable families to join him in forming a colony in the River Plate district for the purpose of growing wheat and flax. The scheme is said to be supported by the authorities at the River Plate, and is likely to be very profitable if properly carried out. We have heard nothing as yet as to the proposal has been received in this country.: [179, 956, 344, 1035]
- directory-entry: DIGGERS' ARMS, corner Boundary and Gresson streets. G. Proctor, proprietor.: [875, 1182, 1029, 1197]
- directory-entry: RAE and HAWORTH, Mawhera Quay: [875, 1081, 984, 1088]
- directory-entry: SMITH'S HEART AND HAND, Mawhera Quay: [875, 345, 1010, 352]
- directory-entry: THOMPSON, SMITH, & BARKLEY, Victoria House, Mawhera Quay: [875, 361, 1029, 377]
- directory-category: TOBACCONISTS.: [870, 1123, 929, 1131]
- article-paragraph: coalition of working men, as well as other political offences." The Journal Officiel of August 26 states that the amnesty does not apply to those who have been convicted of offences against the life of his Majesty or any other political personage.: [524, 30, 690, 73]
- column-divider: [693, 28, 694, 1351]
- directory-entry: R. SHANNON, next Star Hotel, Mawhera Quay: [875, 1266, 1013, 1273]
- article-paragraph: A meeting of 2000 persons was held in Berlin on August 29, demanding the suppression of convents and the expulsion of the Jesuits from the country. These demonstrations probably have some connection with the recent attack on a monastery in the neighbourhood of that city, and the excitement caused by reference to the proposed Œcumenical Council.: [179, 688, 344, 750]
- article-paragraph: The physicians of the Prussian Admiralty has proposed the adoption by all civilised States of a flag of distress to be used on every occasion, both in peace and war. It is suggested that the flag should be of a pale yellow color, with a red cross upon it.: [179, 581, 344, 626]
- undertaker-body: C. and S. beg to call the attention of the public of Greymouth to the large stock of Cedar and other Furniture now at their rooms, selected with care from one of the first houses in Melbourne.: [697, 2530, 862, 2566]
